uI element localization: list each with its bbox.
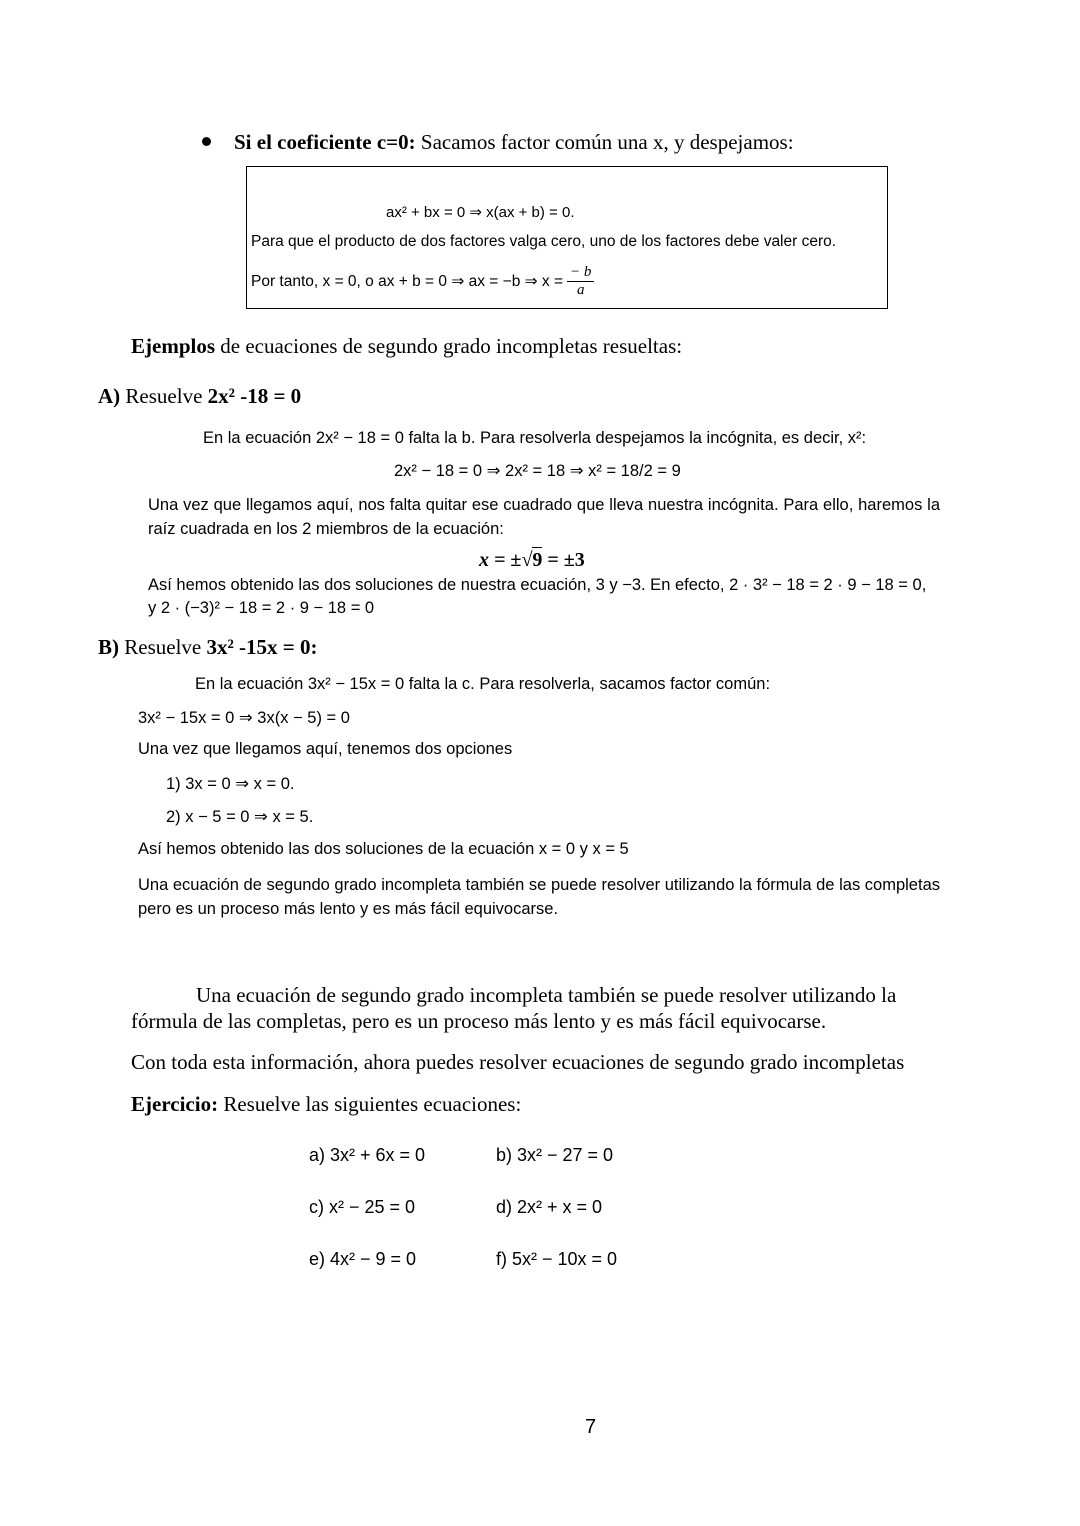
exercise-heading <box>131 1092 521 1117</box>
example-a-line3: Una vez que llegamos aquí, nos falta quitar ese cuadrado que lleva nuestra incógnita. Para ello, haremos la raíz cuadrada en los 2 miembros de la ecuación: <box>148 496 940 538</box>
exercise-d: d) 2x² + x = 0 <box>496 1197 603 1217</box>
example-b-option1: 1) 3x = 0 ⇒ x = 0. <box>166 775 295 793</box>
exercise-b: b) 3x² − 27 = 0 <box>496 1145 614 1165</box>
example-b-line2: 3x² − 15x = 0 ⇒ 3x(x − 5) = 0 <box>138 709 350 727</box>
example-a-line2: 2x² − 18 = 0 ⇒ 2x² = 18 ⇒ x² = 18/2 = 9 <box>394 462 681 480</box>
examples-heading <box>131 334 682 359</box>
section-c0-heading: Si el coeficiente c=0: <box>234 130 416 154</box>
example-a-equation: 2x² -18 = 0 <box>207 384 302 408</box>
bullet-icon <box>202 137 211 146</box>
sqrt-prefix: x = ±√ <box>479 549 533 571</box>
box-conclusion-text: Por tanto, x = 0, o ax + b = 0 ⇒ ax = −b ⇒ x = <box>251 273 564 290</box>
example-b-line3: Una vez que llegamos aquí, tenemos dos opciones <box>138 740 513 758</box>
example-a-prefix: Resuelve <box>125 384 203 408</box>
example-b-equation: 3x² -15x = 0: <box>206 635 318 659</box>
example-b-title <box>98 635 317 660</box>
box-conclusion <box>251 264 594 299</box>
box-formula: ax² + bx = 0 ⇒ x(ax + b) = 0. <box>386 204 575 221</box>
fraction-denominator: a <box>576 282 585 298</box>
fraction-numerator: − b <box>567 264 594 282</box>
examples-heading-bold: Ejemplos <box>131 334 215 358</box>
example-b-label: B) <box>98 635 119 659</box>
exercise-c: c) x² − 25 = 0 <box>309 1197 416 1217</box>
sqrt-suffix: = ±3 <box>542 549 585 571</box>
example-b-option2: 2) x − 5 = 0 ⇒ x = 5. <box>166 808 314 826</box>
exercise-a: a) 3x² + 6x = 0 <box>309 1145 426 1165</box>
sqrt-radicand: 9 <box>532 549 543 571</box>
example-b-line5: Una ecuación de segundo grado incompleta también se puede resolver utilizando la fórmula de las completas pero es un proceso más lento y es más fácil equivocarse. <box>138 876 940 918</box>
exercise-f: f) 5x² − 10x = 0 <box>496 1249 618 1269</box>
page-number: 7 <box>585 1416 597 1438</box>
example-a-label: A) <box>98 384 121 408</box>
box-explanation: Para que el producto de dos factores valga cero, uno de los factores debe valer cero. <box>251 233 837 250</box>
closing-paragraph2: Con toda esta información, ahora puedes resolver ecuaciones de segundo grado incompletas <box>131 1050 905 1074</box>
example-a-line1: En la ecuación 2x² − 18 = 0 falta la b. Para resolverla despejamos la incógnita, es decir, x²: <box>203 429 867 447</box>
exercise-e: e) 4x² − 9 = 0 <box>309 1249 417 1269</box>
section-c0-line <box>234 130 794 155</box>
closing-paragraph1: Una ecuación de segundo grado incompleta también se puede resolver utilizando la fórmula de las completas, pero es un proceso más lento y es más fácil equivocarse. <box>131 983 897 1033</box>
exercise-heading-bold: Ejercicio: <box>131 1092 219 1116</box>
box-fraction <box>567 264 594 299</box>
example-b-line1: En la ecuación 3x² − 15x = 0 falta la c. Para resolverla, sacamos factor común: <box>195 675 771 693</box>
example-a-title <box>98 384 301 409</box>
example-b-prefix: Resuelve <box>124 635 202 659</box>
example-a-line6: y 2 · (−3)² − 18 = 2 · 9 − 18 = 0 <box>148 599 375 617</box>
example-b-line4: Así hemos obtenido las dos soluciones de la ecuación x = 0 y x = 5 <box>138 840 629 858</box>
examples-heading-rest: de ecuaciones de segundo grado incompletas resueltas: <box>220 334 683 358</box>
example-a-line5: Así hemos obtenido las dos soluciones de nuestra ecuación, 3 y −3. En efecto, 2 · 3² − 18 = 2 · 9 − 18 = 0, <box>148 576 927 594</box>
exercise-heading-rest: Resuelve las siguientes ecuaciones: <box>223 1092 522 1116</box>
section-c0-intro: Sacamos factor común una x, y despejamos: <box>420 130 794 154</box>
example-a-sqrt <box>479 549 585 572</box>
